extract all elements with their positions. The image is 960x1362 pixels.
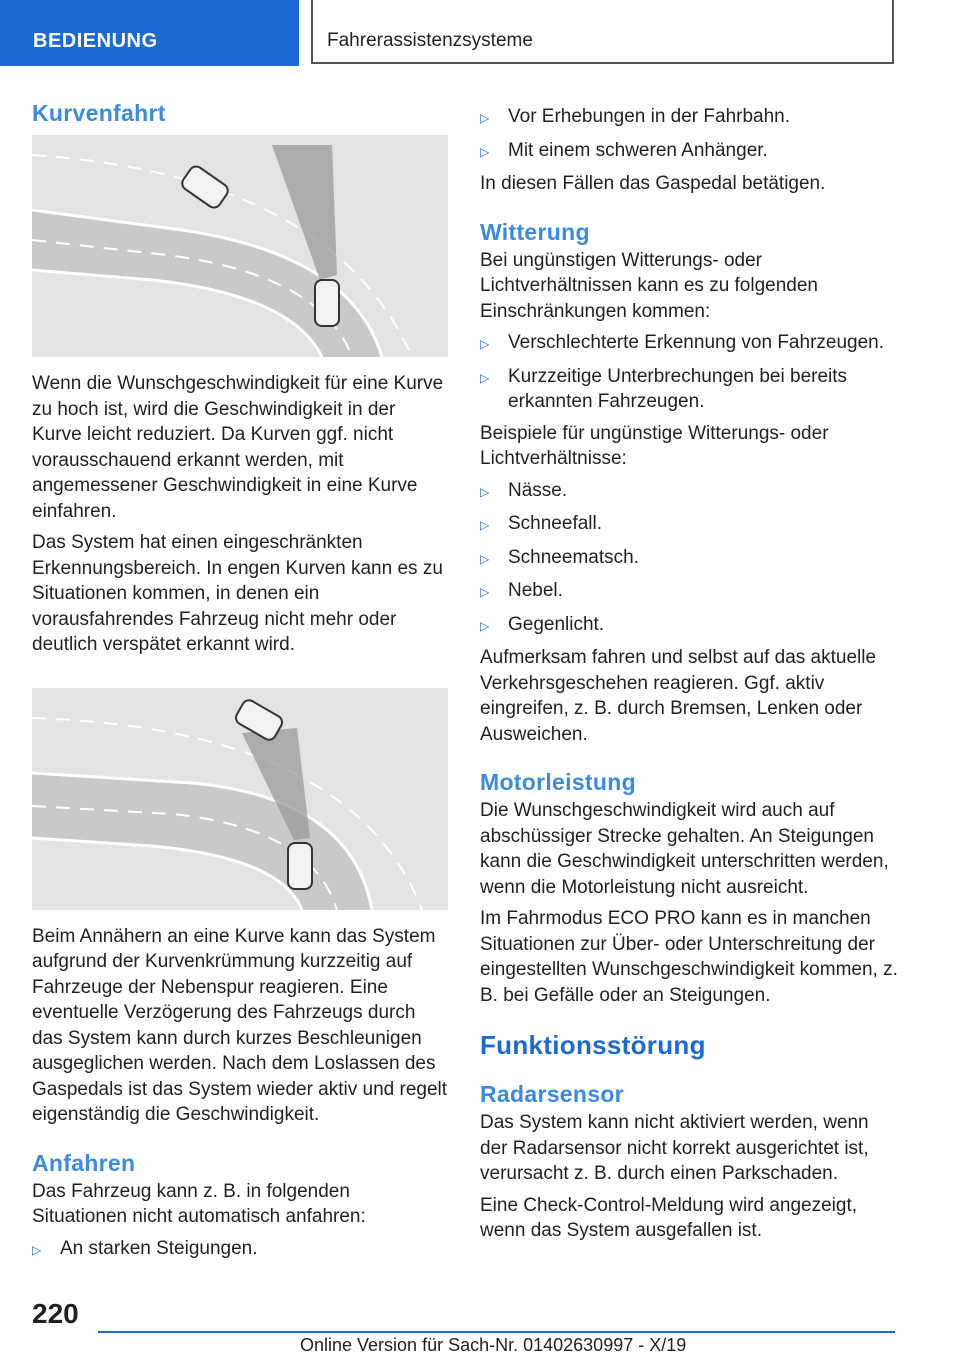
paragraph: Aufmerksam fahren und selbst auf das aktuelle Verkehrsgeschehen reagieren. Ggf. aktiv eingreifen, z. B. durch Bremsen, Lenken oder Ausweichen.: [480, 647, 877, 745]
list-item: ▷ Vor Erhebungen in der Fahrbahn.: [480, 104, 900, 132]
list-item: ▷ Nässe.: [480, 478, 900, 506]
paragraph: Das System hat einen eingeschränkten Erkennungsbereich. In engen Kurven kann es zu Situationen kommen, in denen ein vorausfahrendes Fahrzeug nicht mehr oder deutlich verspätet erkannt wird.: [32, 532, 443, 655]
list-item: ▷ Gegenlicht.: [480, 612, 900, 640]
bullet-triangle-icon: ▷: [480, 144, 490, 159]
list-item: ▷ An starken Steigungen.: [32, 1236, 448, 1264]
curve-illustration-2: [32, 688, 448, 910]
heading-start: Anfahren: [32, 1149, 136, 1176]
left-column: [32, 100, 448, 1269]
chapter-title: Fahrerassistenzsysteme: [327, 30, 533, 51]
bullet-triangle-icon: ▷: [480, 337, 490, 351]
list-item: ▷ Schneematsch.: [480, 545, 900, 573]
bullet-triangle-icon: ▷: [480, 585, 490, 599]
bullet-triangle-icon: ▷: [480, 370, 490, 385]
heading-weather: Witterung: [480, 218, 590, 245]
paragraph: Das Fahrzeug kann z. B. in folgenden Situationen nicht automatisch anfahren:: [32, 1180, 366, 1227]
page-number: 220: [32, 1298, 79, 1329]
bullet-triangle-icon: ▷: [480, 551, 490, 566]
heading-malfunction: Funktionsstörung: [480, 1030, 706, 1060]
online-version-note: Online Version für Sach-Nr. 01402630997 - X/19: [300, 1335, 687, 1355]
bullet-triangle-icon: ▷: [480, 484, 490, 499]
paragraph: Bei ungünstigen Witterungs- oder Lichtverhältnissen kann es zu folgenden Einschränkungen kommen:: [480, 249, 819, 322]
list-item: ▷ Mit einem schweren Anhänger.: [480, 138, 900, 166]
paragraph: Eine Check-Control-Meldung wird angezeigt, wenn das System ausgefallen ist.: [480, 1194, 858, 1241]
heading-radar: Radarsensor: [480, 1081, 624, 1107]
paragraph: Wenn die Wunschgeschwindigkeit für eine Kurve zu hoch ist, wird die Geschwindigkeit in der Kurve leicht reduziert. Da Kurven ggf. nicht vorausschauend erkannt werden, mit angemessener Geschwindigkeit in eine Kurve einfahren.: [32, 373, 444, 522]
bullet-triangle-icon: ▷: [480, 618, 490, 633]
bullet-triangle-icon: ▷: [32, 1242, 42, 1257]
footer-divider: [98, 1331, 895, 1333]
list-item: ▷ Kurzzeitige Unterbrechungen bei bereits erkannten Fahrzeugen.: [480, 364, 900, 415]
list-item: ▷ Nebel.: [480, 578, 900, 606]
car-own-icon: [288, 843, 312, 889]
section-tab: [0, 0, 299, 66]
paragraph: Im Fahrmodus ECO PRO kann es in manchen Situationen zur Über- oder Unterschreitung der eingestellten Wunschgeschwindigkeit kommen, z. B. bei Gefälle oder an Steigungen.: [480, 908, 898, 1006]
heading-engine: Motorleistung: [480, 769, 636, 795]
paragraph: Beim Annähern an eine Kurve kann das System aufgrund der Kurvenkrümmung kurzzeitig auf Fahrzeuge der Nebenspur reagieren. Eine eventuelle Verzögerung des Fahrzeugs durch das System kann durch kurzes Beschleunigen ausgeglichen werden. Nach dem Loslassen des Gaspedals ist das System wieder aktiv und regelt eigenständig die Geschwindigkeit.: [32, 925, 448, 1125]
paragraph: In diesen Fällen das Gaspedal betätigen.: [480, 173, 826, 194]
car-own-icon: [315, 280, 339, 326]
section-title: BEDIENUNG: [33, 30, 158, 52]
right-column: [480, 100, 900, 1250]
paragraph: Die Wunschgeschwindigkeit wird auch auf abschüssiger Strecke gehalten. An Steigungen kann die Geschwindigkeit unterschritten werden, wenn die Motorleistung nicht ausreicht.: [480, 800, 889, 898]
paragraph: Beispiele für ungünstige Witterungs- oder Lichtverhältnisse:: [480, 422, 829, 469]
page-header: [0, 0, 960, 68]
bullet-triangle-icon: ▷: [480, 518, 490, 532]
curve-illustration-1: [32, 135, 448, 357]
paragraph: Das System kann nicht aktiviert werden, wenn der Radarsensor nicht korrekt ausgerichtet ist, verursacht z. B. durch einen Parkschaden.: [480, 1112, 869, 1184]
chapter-tab: [311, 0, 894, 64]
list-item: ▷ Schneefall.: [480, 511, 900, 539]
heading-curve: Kurvenfahrt: [32, 100, 166, 126]
list-item: ▷ Verschlechterte Erkennung von Fahrzeugen.: [480, 330, 900, 358]
bullet-triangle-icon: ▷: [480, 111, 490, 125]
